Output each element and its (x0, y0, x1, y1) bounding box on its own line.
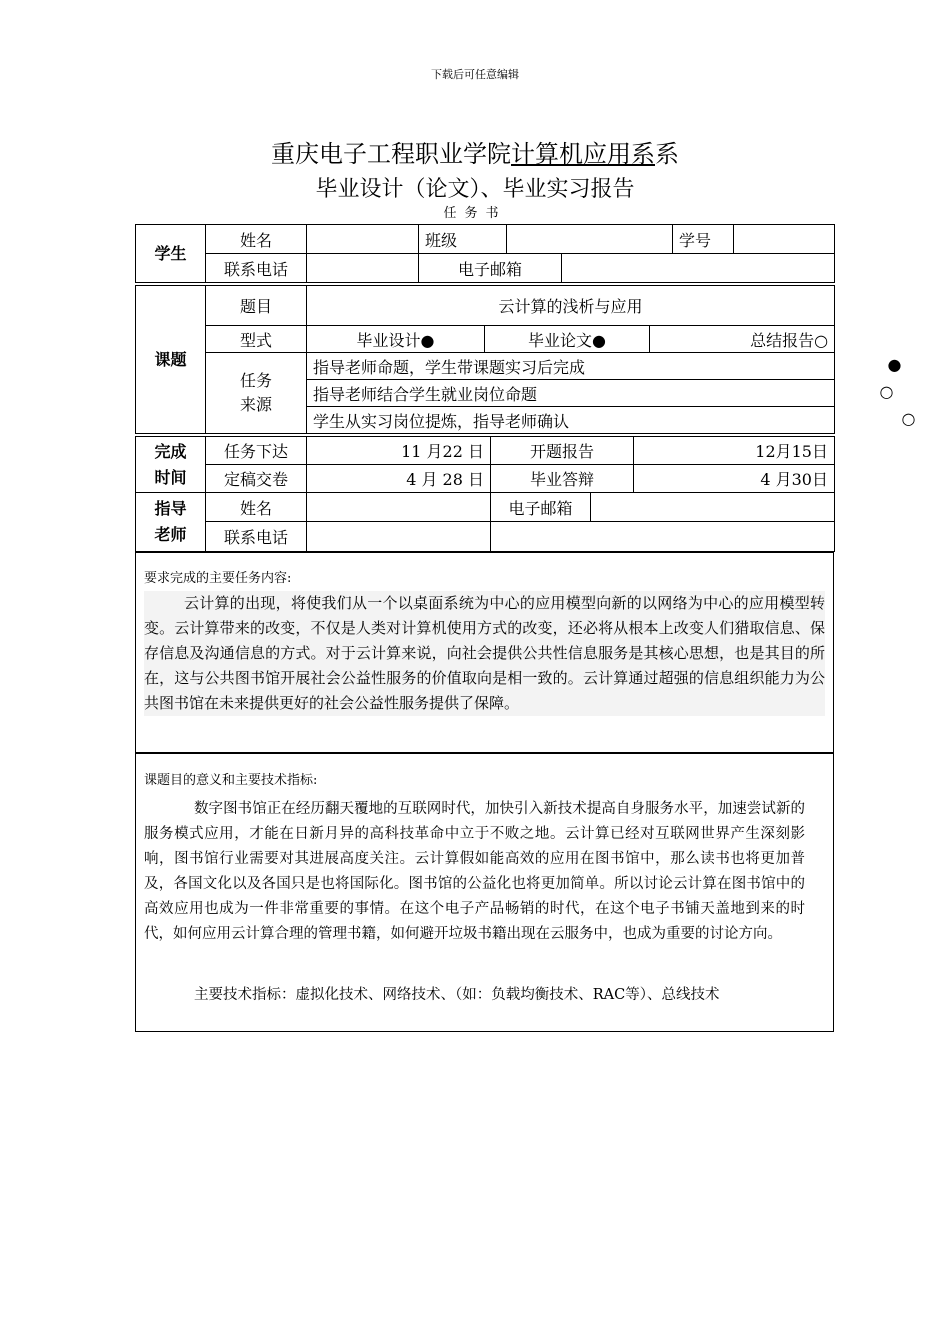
advisor-name-label: 姓名 (206, 493, 307, 522)
student-id-field[interactable] (734, 225, 835, 254)
proposal-date-label: 开题报告 (491, 437, 634, 465)
tech-indicators: 主要技术指标：虚拟化技术、网络技术、（如：负载均衡技术、RAC等）、总线技术 (194, 987, 720, 1003)
advisor-name-field[interactable] (307, 493, 491, 522)
source-option-3[interactable]: 学生从实习岗位提炼，指导老师确认 ○ (307, 407, 835, 434)
schedule-table (135, 436, 835, 493)
page-subtitle: 毕业设计（论文）、毕业实习报告 (315, 177, 635, 202)
schedule-section-label-2: 时间 (154, 467, 187, 487)
type-option-report[interactable]: 总结报告○ (650, 326, 835, 353)
advisor-section-label (136, 493, 206, 552)
proposal-date-field[interactable]: 12月15日 (634, 437, 835, 465)
topic-section-label: 课题 (136, 286, 206, 434)
source-option-2[interactable]: 指导老师结合学生就业岗位命题 ○ (307, 380, 835, 407)
title-suffix: 系 (655, 140, 679, 168)
advisor-table (135, 492, 835, 552)
page-title (0, 134, 950, 169)
significance-body: 数字图书馆正在经历翻天覆地的互联网时代，加快引入新技术提高自身服务水平，加速尝试新的服务模式应用，才能在日新月异的高科技革命中立于不败之地。云计算已经对互联网世界产生深刻影响，图书馆行业需要对其进展高度关注。云计算假如能高效的应用在图书馆中，那么读书也将更加普及，各国文化以及各国只是也将国际化。图书馆的公益化也将更加简单。所以讨论云计算在图书馆中的高效应用也成为一件非常重要的事情。在这个电子产品畅销的时代，在这个电子书铺天盖地到来的时代，如何应用云计算合理的管理书籍，如何避开垃圾书籍出现在云服务中，也成为重要的讨论方向。 (144, 801, 805, 942)
student-table (135, 224, 835, 283)
department-name: 计算机应用系 (511, 140, 655, 168)
student-email-label: 电子邮箱 (419, 254, 562, 283)
student-name-field[interactable] (307, 225, 419, 254)
topic-title-label: 题目 (206, 286, 307, 326)
student-phone-field[interactable] (307, 254, 419, 283)
source-option-1-text: 指导老师命题，学生带课题实习后完成 (313, 357, 586, 377)
advisor-email-label: 电子邮箱 (491, 493, 591, 522)
advisor-phone-label: 联系电话 (206, 522, 307, 552)
source-option-3-text: 学生从实习岗位提炼，指导老师确认 (313, 411, 570, 431)
task-source-label (206, 353, 307, 434)
significance-box (135, 752, 834, 1032)
class-label: 班级 (419, 225, 507, 254)
source-option-1[interactable]: 指导老师命题，学生带课题实习后完成 ● (307, 353, 835, 380)
issue-date-field[interactable]: 11 月22 日 (307, 437, 491, 465)
student-name-label: 姓名 (206, 225, 307, 254)
student-email-field[interactable] (562, 254, 835, 283)
task-source-label-1: 任务 (239, 371, 272, 390)
schedule-section-label-1: 完成 (154, 441, 187, 461)
topic-table (135, 285, 916, 434)
topic-type-label: 型式 (206, 326, 307, 353)
class-field[interactable] (507, 225, 673, 254)
advisor-email-field[interactable] (591, 493, 835, 522)
advisor-section-label-1: 指导 (154, 499, 187, 518)
schedule-section-label (136, 437, 206, 493)
source-option-2-text: 指导老师结合学生就业岗位命题 (313, 384, 538, 404)
tasks-box (135, 552, 834, 754)
tasks-heading: 要求完成的主要任务内容: (144, 571, 292, 586)
type-option-design[interactable]: 毕业设计● (307, 326, 485, 353)
tasks-body: 云计算的出现，将使我们从一个以桌面系统为中心的应用模型向新的以网络为中心的应用模型转变。云计算带来的改变，不仅是人类对计算机使用方式的改变，还必将从根本上改变人们猎取信息、保存信息及沟通信息的方式。对于云计算来说，向社会提供公共性信息服务是其核心思想，也是其目的所在，这与公共图书馆开展社会公益性服务的价值取向是相一致的。云计算通过超强的信息组织能力为公共图书馆在未来提供更好的社会公益性服务提供了保障。 (144, 591, 825, 716)
page-subtitle-2: 任务书 (443, 206, 507, 221)
student-phone-label: 联系电话 (206, 254, 307, 283)
defense-date-field[interactable]: 4 月30日 (634, 465, 835, 493)
task-source-label-2: 来源 (239, 395, 272, 414)
submit-date-field[interactable]: 4 月 28 日 (307, 465, 491, 493)
advisor-phone-field[interactable] (307, 522, 491, 552)
type-option-thesis[interactable]: 毕业论文● (485, 326, 650, 353)
defense-date-label: 毕业答辩 (491, 465, 634, 493)
topic-title-field[interactable]: 云计算的浅析与应用 (307, 286, 835, 326)
header-note: 下载后可任意编辑 (431, 68, 519, 81)
student-section-label: 学生 (136, 225, 206, 283)
student-id-label: 学号 (673, 225, 734, 254)
significance-heading: 课题目的意义和主要技术指标: (144, 773, 318, 788)
advisor-phone-extra[interactable] (491, 522, 835, 552)
submit-date-label: 定稿交卷 (206, 465, 307, 493)
issue-date-label: 任务下达 (206, 437, 307, 465)
school-name: 重庆电子工程职业学院 (271, 140, 511, 168)
advisor-section-label-2: 老师 (154, 525, 187, 544)
